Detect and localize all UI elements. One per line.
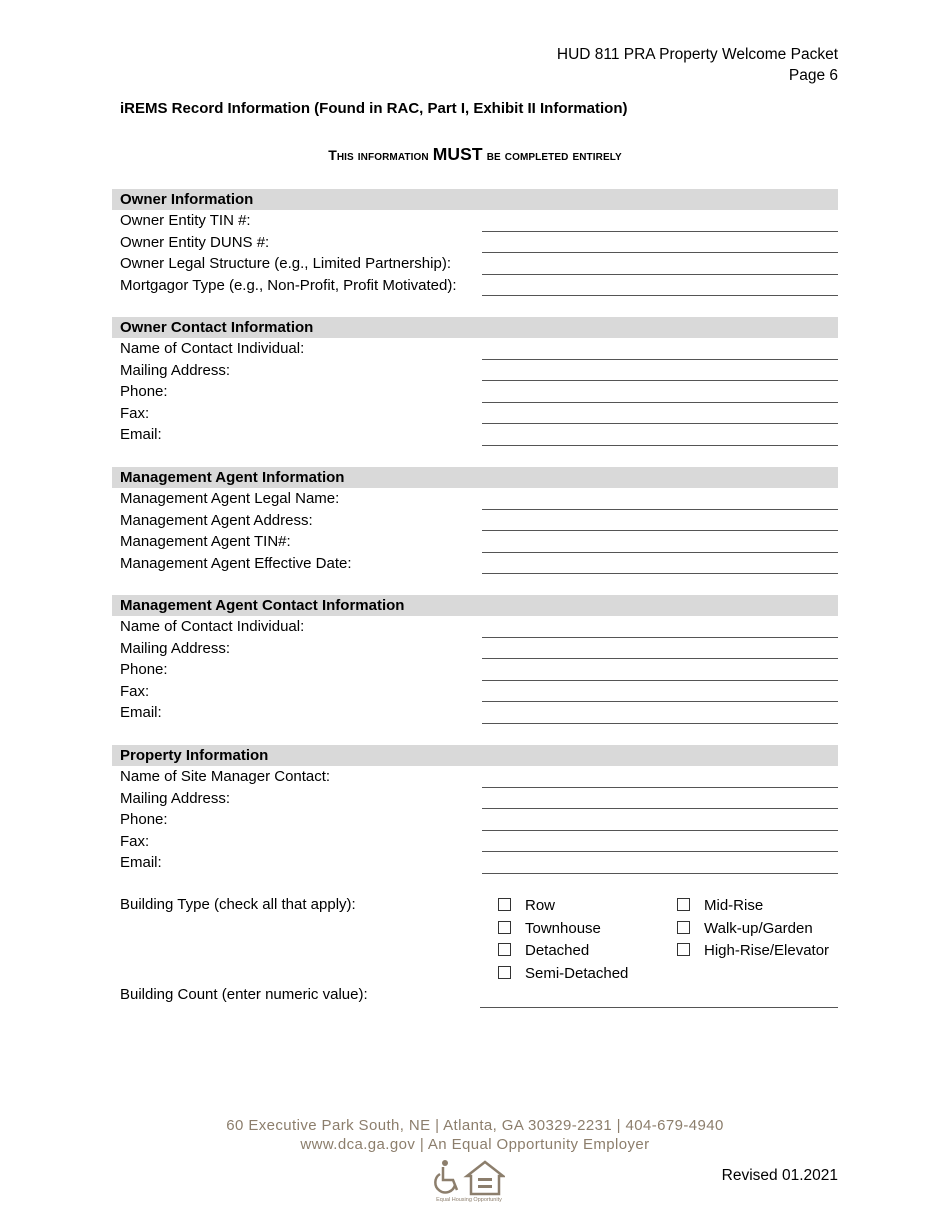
building-count-label: Building Count (enter numeric value): <box>120 986 368 1003</box>
form-field-row <box>112 210 838 232</box>
equal-housing-logo-icon <box>433 1158 505 1202</box>
field-label: Fax: <box>120 404 150 422</box>
field-label: Phone: <box>120 811 168 828</box>
form-field-row <box>112 510 838 532</box>
building-count-input[interactable] <box>480 1007 838 1008</box>
field-label: Phone: <box>120 661 168 678</box>
section-heading: Owner Information <box>112 189 838 210</box>
form-subtitle: iREMS Record Information (Found in RAC, Part I, Exhibit II Information) <box>120 100 628 117</box>
checkbox-icon[interactable] <box>677 921 690 934</box>
field-label: Name of Contact Individual: <box>120 340 305 357</box>
checkbox-icon[interactable] <box>498 921 511 934</box>
form-field-row <box>112 338 838 360</box>
building-type-option[interactable] <box>498 963 628 985</box>
form-field-row <box>112 788 838 810</box>
field-label: Owner Entity DUNS #: <box>120 233 270 251</box>
form-field-row <box>112 553 838 575</box>
field-label: Management Agent Effective Date: <box>120 554 352 572</box>
field-label: Phone: <box>120 383 168 400</box>
section-heading: Management Agent Contact Information <box>112 595 838 616</box>
field-label: Owner Entity TIN #: <box>120 212 251 229</box>
form-field-row <box>112 766 838 788</box>
building-type-option[interactable] <box>677 895 763 917</box>
form-section <box>112 467 838 574</box>
building-type-option[interactable] <box>677 918 813 940</box>
page-number: Page 6 <box>788 67 838 84</box>
footer-address: 60 Executive Park South, NE | Atlanta, GA 30329-2231 | 404-679-4940 <box>226 1117 724 1134</box>
form-field-row <box>112 488 838 510</box>
field-input-line[interactable] <box>482 445 838 446</box>
field-label: Email: <box>120 426 162 443</box>
form-field-row <box>112 681 838 703</box>
field-label: Management Agent TIN#: <box>120 533 291 550</box>
form-section <box>112 745 838 874</box>
field-input-line[interactable] <box>482 873 838 874</box>
section-heading: Owner Contact Information <box>112 317 838 338</box>
field-label: Mortgagor Type (e.g., Non-Profit, Profit Motivated): <box>120 276 457 294</box>
form-field-row <box>112 702 838 724</box>
option-label: Mid-Rise <box>704 897 764 914</box>
form-field-row <box>112 531 838 553</box>
revised-date: Revised 01.2021 <box>721 1167 838 1184</box>
form-field-row <box>112 403 838 425</box>
building-type-option[interactable] <box>498 940 589 962</box>
notice-part3: be completed entirely <box>486 147 622 163</box>
field-label: Name of Site Manager Contact: <box>120 768 331 785</box>
checkbox-icon[interactable] <box>498 898 511 911</box>
checkbox-icon[interactable] <box>498 966 511 979</box>
field-label: Owner Legal Structure (e.g., Limited Partnership): <box>120 255 451 272</box>
field-label: Fax: <box>120 832 150 850</box>
logo-caption: Equal Housing Opportunity <box>436 1197 502 1202</box>
building-type-option[interactable] <box>677 940 829 962</box>
field-input-line[interactable] <box>482 573 838 574</box>
notice-must: MUST <box>432 144 483 164</box>
field-label: Email: <box>120 704 162 721</box>
building-count-row <box>112 986 838 1008</box>
field-input-line[interactable] <box>482 723 838 724</box>
form-field-row <box>112 360 838 382</box>
option-label: Semi-Detached <box>525 964 629 982</box>
form-field-row <box>112 638 838 660</box>
form-field-row <box>112 809 838 831</box>
option-label: High-Rise/Elevator <box>704 942 830 959</box>
footer <box>0 1116 950 1154</box>
section-heading: Management Agent Information <box>112 467 838 488</box>
option-label: Row <box>525 897 556 914</box>
notice-part1: This information <box>328 147 429 163</box>
form-field-row <box>112 616 838 638</box>
form-section <box>112 595 838 724</box>
form-field-row <box>112 659 838 681</box>
field-label: Name of Contact Individual: <box>120 618 305 635</box>
field-input-line[interactable] <box>482 295 838 296</box>
form-field-row <box>112 424 838 446</box>
form-field-row <box>112 831 838 853</box>
checkbox-icon[interactable] <box>677 943 690 956</box>
section-heading: Property Information <box>112 745 838 766</box>
field-label: Email: <box>120 854 162 871</box>
field-label: Fax: <box>120 682 150 700</box>
option-label: Walk-up/Garden <box>704 919 813 937</box>
document-title: HUD 811 PRA Property Welcome Packet <box>556 46 838 63</box>
field-label: Mailing Address: <box>120 639 231 657</box>
form-field-row <box>112 232 838 254</box>
building-type-option[interactable] <box>498 918 601 940</box>
form-field-row <box>112 275 838 297</box>
form-field-row <box>112 852 838 874</box>
building-type-label: Building Type (check all that apply): <box>120 896 356 913</box>
form-field-row <box>112 253 838 275</box>
option-label: Detached <box>525 942 590 959</box>
checkbox-icon[interactable] <box>498 943 511 956</box>
must-complete-notice <box>0 144 950 165</box>
field-label: Management Agent Legal Name: <box>120 490 340 507</box>
field-label: Mailing Address: <box>120 789 231 807</box>
field-label: Management Agent Address: <box>120 511 313 529</box>
form-section <box>112 189 838 296</box>
option-label: Townhouse <box>525 919 601 937</box>
form-field-row <box>112 381 838 403</box>
field-label: Mailing Address: <box>120 361 231 379</box>
page-header <box>557 44 838 86</box>
form-section <box>112 317 838 446</box>
footer-web: www.dca.ga.gov | An Equal Opportunity Employer <box>300 1136 650 1153</box>
checkbox-icon[interactable] <box>677 898 690 911</box>
building-type-option[interactable] <box>498 895 555 917</box>
